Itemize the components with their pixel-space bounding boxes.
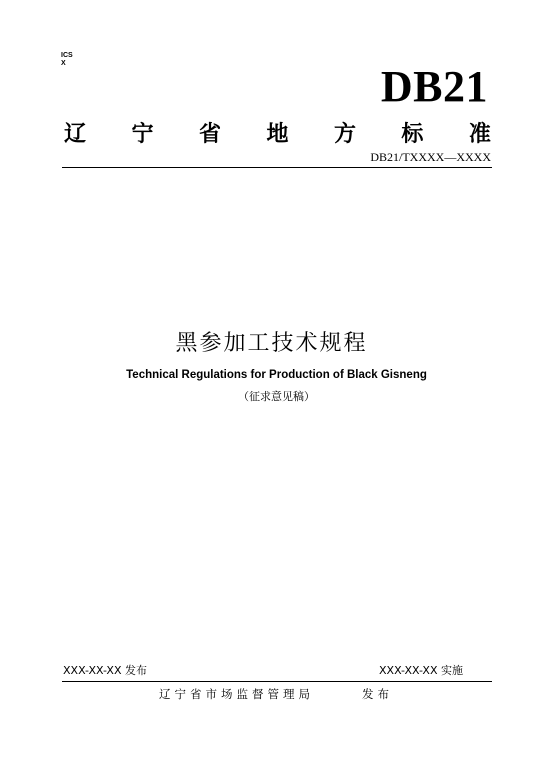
issue-date: XXX-XX-XX 发布	[63, 664, 147, 677]
standard-title-char: 辽	[64, 122, 87, 147]
draft-note: （征求意见稿）	[238, 390, 315, 403]
standard-title	[64, 121, 491, 149]
implementation-date: XXX-XX-XX 实施	[379, 664, 463, 677]
standard-title-char: 宁	[131, 122, 154, 147]
ics-value: X	[61, 60, 66, 67]
issuing-authority: 辽宁省市场监督管理局	[159, 687, 314, 701]
footer-divider	[62, 681, 492, 682]
standard-title-char: 方	[333, 122, 356, 147]
standard-number: DB21/TXXXX—XXXX	[370, 150, 491, 164]
standard-title-char: 标	[401, 122, 424, 147]
document-title-zh: 黑参加工技术规程	[175, 331, 368, 356]
ics-code	[61, 52, 73, 68]
standard-title-char: 地	[266, 122, 289, 147]
ics-label: ICS	[61, 52, 73, 59]
document-title-en: Technical Regulations for Production of Black Gisneng	[126, 369, 427, 381]
header-divider	[62, 167, 492, 168]
issue-word: 发布	[362, 687, 393, 701]
standard-title-char: 准	[468, 122, 491, 147]
db-code: DB21	[380, 62, 488, 111]
standard-title-char: 省	[198, 122, 221, 147]
